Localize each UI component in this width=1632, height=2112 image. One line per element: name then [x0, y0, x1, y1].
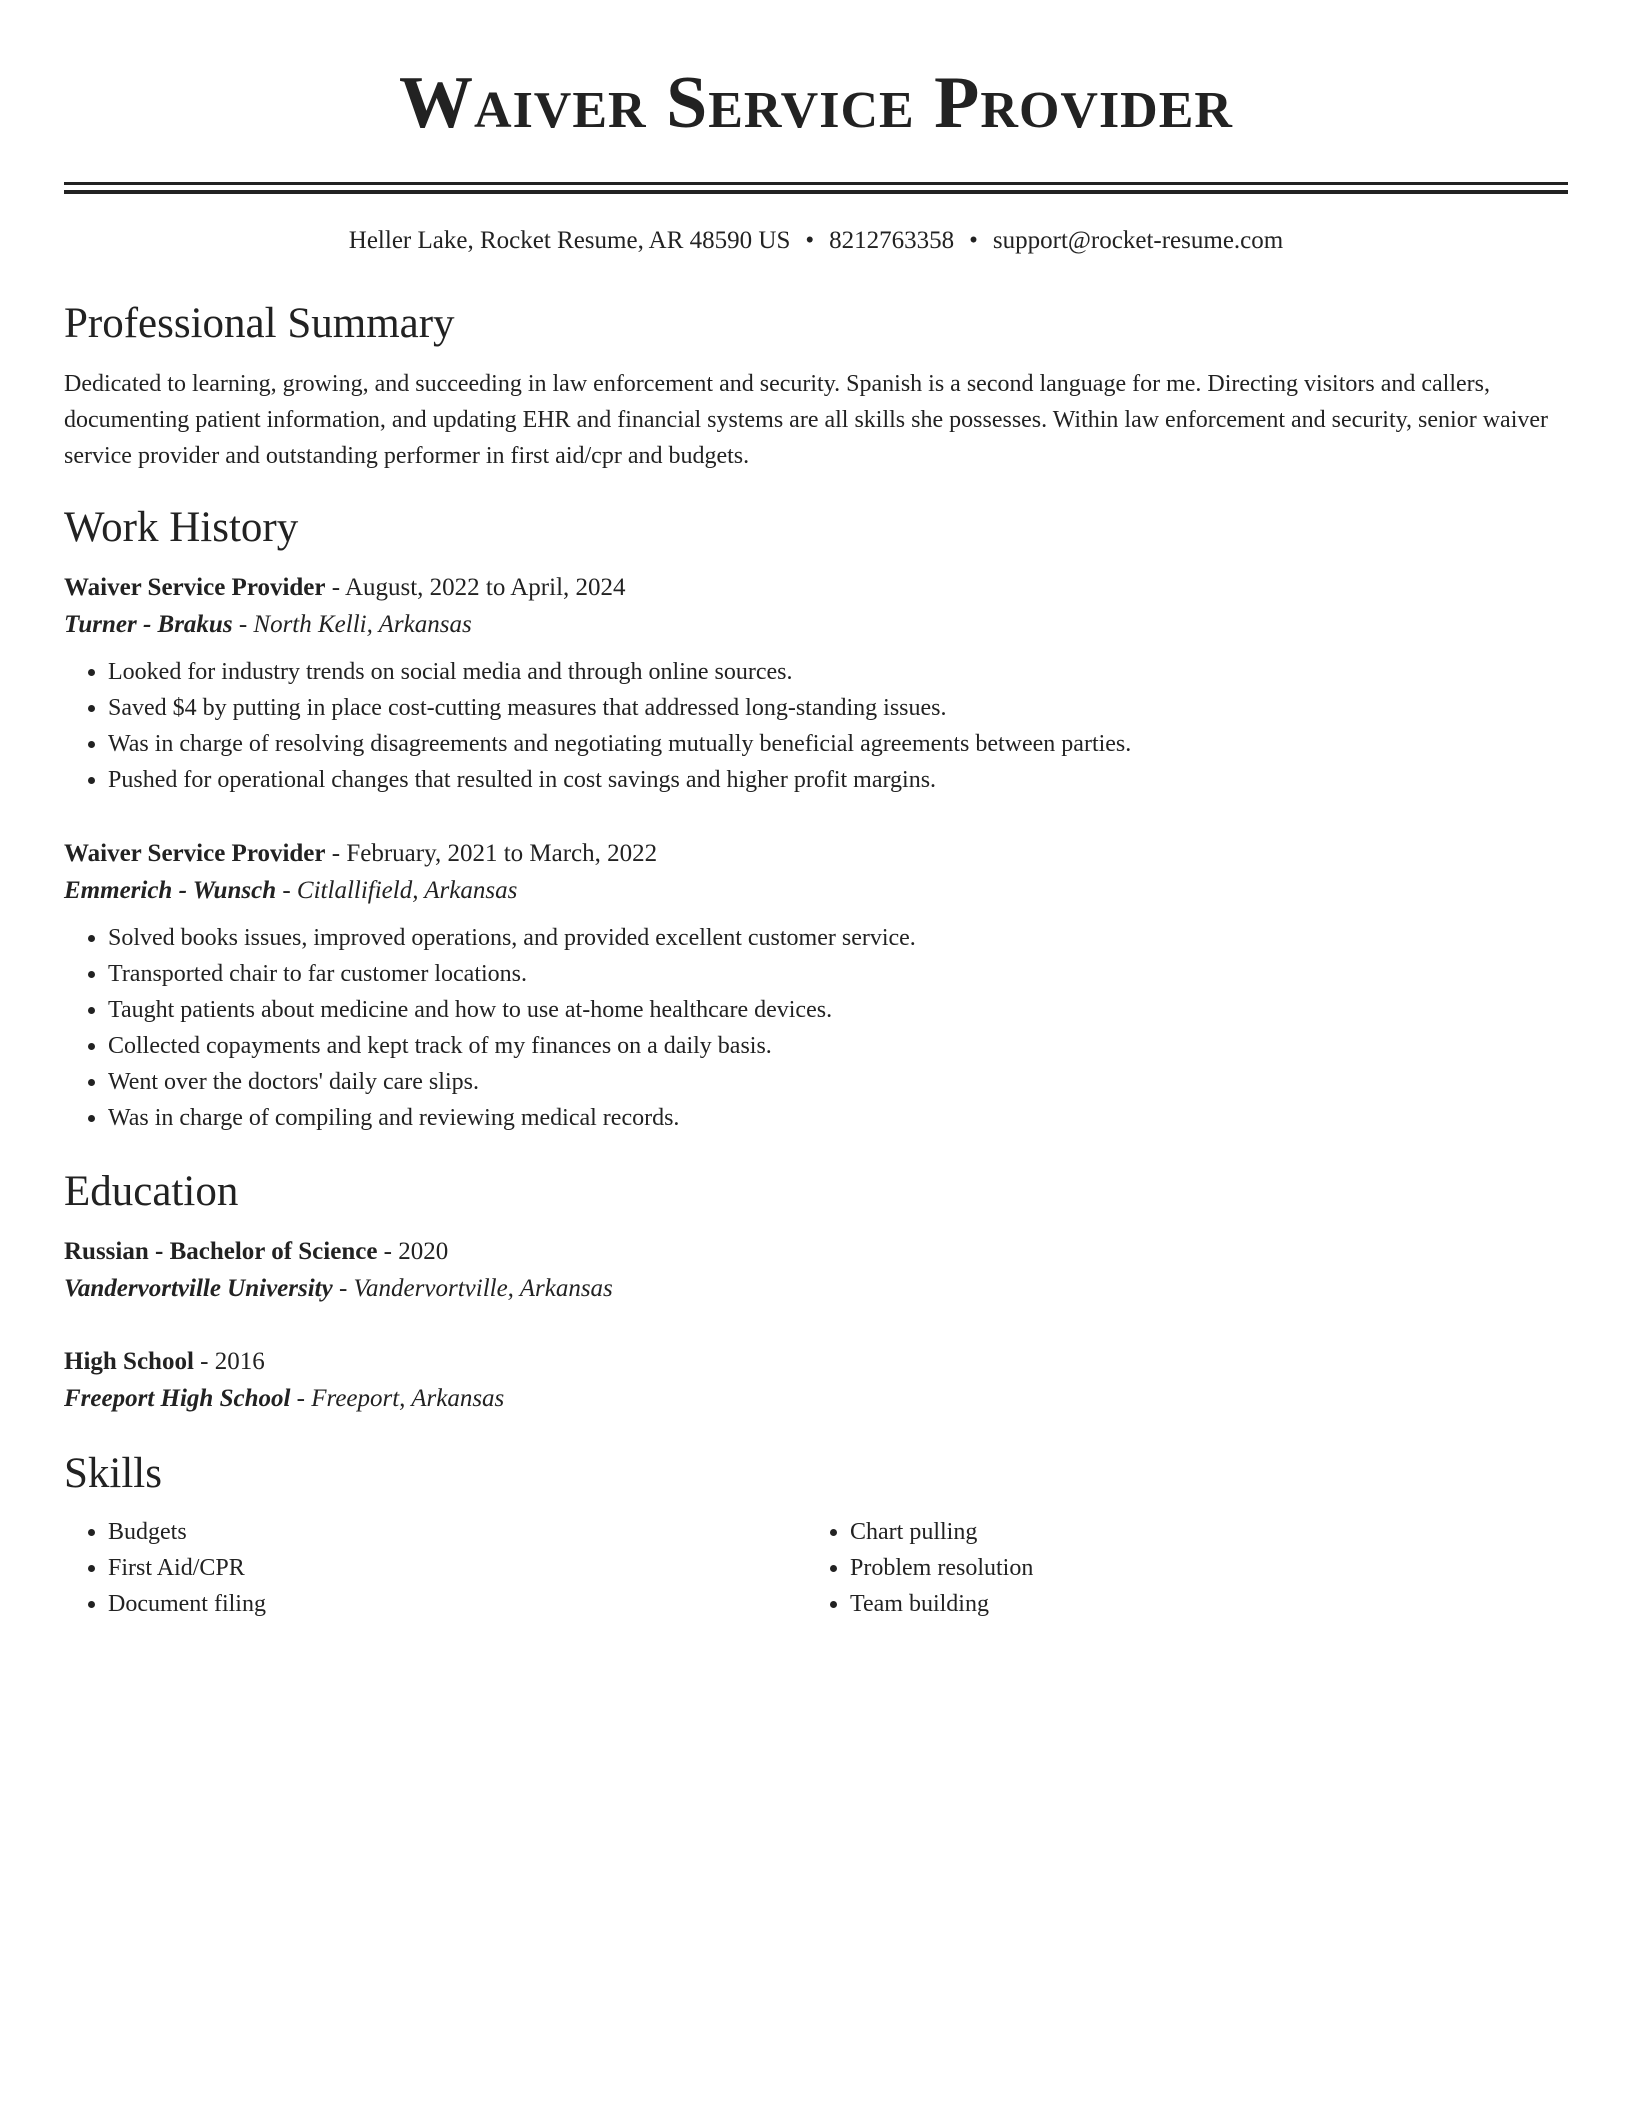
- summary-text: Dedicated to learning, growing, and succeeding in law enforcement and security. Spanish is a second language for me. Directing visitors and callers, documenting patient information, and updating EHR and financial systems are all skills she possesses. Within law enforcement and security, senior waiver service provider and outstanding performer in first aid/cpr and budgets.: [64, 371, 1549, 469]
- contact-address: Heller Lake, Rocket Resume, AR 48590 US: [348, 227, 791, 254]
- contact-line: [64, 224, 1568, 258]
- skill-item: • Team building: [850, 1586, 1548, 1622]
- skill-item: • Chart pulling: [850, 1514, 1548, 1550]
- job-bullets: [64, 654, 1568, 798]
- education-year: - 2016: [193, 1348, 265, 1375]
- contact-separator: •: [969, 227, 978, 254]
- skill-item: • Problem resolution: [850, 1550, 1548, 1586]
- header-divider-bottom: [64, 190, 1568, 194]
- education-degree-line: [64, 1344, 1568, 1380]
- education-degree: High School: [64, 1348, 194, 1375]
- job-company: Turner - Brakus: [64, 611, 233, 638]
- section-heading-skills: Skills: [64, 1450, 162, 1497]
- section-heading-education: Education: [64, 1168, 239, 1215]
- skill-item: • First Aid/CPR: [108, 1550, 806, 1586]
- job-dates: - February, 2021 to March, 2022: [325, 840, 658, 867]
- job-dates: - August, 2022 to April, 2024: [325, 574, 626, 601]
- professional-summary-section: [64, 296, 1568, 474]
- job-bullet: • Looked for industry trends on social media and through online sources.: [108, 654, 1568, 690]
- education-school-line: [64, 1380, 1568, 1418]
- section-heading-work: Work History: [64, 504, 299, 551]
- job-title: Waiver Service Provider: [64, 840, 326, 867]
- job-bullet: • Was in charge of resolving disagreements and negotiating mutually beneficial agreements between parties.: [108, 726, 1568, 762]
- resume-name: Waiver Service Provider: [399, 62, 1233, 144]
- job-bullet: • Was in charge of compiling and reviewing medical records.: [108, 1100, 1568, 1136]
- job-location: - North Kelli, Arkansas: [232, 611, 472, 638]
- education-school: Vandervortville University: [64, 1275, 333, 1302]
- education-school-line: [64, 1270, 1568, 1308]
- work-history-section: [64, 500, 1568, 1136]
- job-entry: [64, 836, 1568, 1136]
- job-title-line: [64, 836, 1568, 872]
- education-section: [64, 1164, 1568, 1418]
- skills-list: [806, 1514, 1548, 1622]
- contact-phone: 8212763358: [829, 227, 955, 254]
- section-heading-summary: Professional Summary: [64, 300, 455, 347]
- header-divider-top: [64, 182, 1568, 185]
- job-bullet: • Went over the doctors' daily care slips.: [108, 1064, 1568, 1100]
- job-location: - Citlallifield, Arkansas: [276, 877, 518, 904]
- education-entry: [64, 1344, 1568, 1418]
- skill-item: • Budgets: [108, 1514, 806, 1550]
- job-bullet: • Solved books issues, improved operations, and provided excellent customer service.: [108, 920, 1568, 956]
- job-bullet: • Taught patients about medicine and how to use at-home healthcare devices.: [108, 992, 1568, 1028]
- job-company-line: [64, 606, 1568, 644]
- skills-column-right: [806, 1514, 1548, 1622]
- skills-section: [64, 1446, 1568, 1622]
- education-degree-line: [64, 1234, 1568, 1270]
- job-company: Emmerich - Wunsch: [64, 877, 277, 904]
- skill-item: • Document filing: [108, 1586, 806, 1622]
- contact-separator: •: [805, 227, 815, 254]
- job-bullets: [64, 920, 1568, 1136]
- job-bullet: • Collected copayments and kept track of my finances on a daily basis.: [108, 1028, 1568, 1064]
- education-year: - 2020: [377, 1238, 449, 1265]
- job-company-line: [64, 872, 1568, 910]
- job-title-line: [64, 570, 1568, 606]
- job-entry: [64, 570, 1568, 798]
- education-entry: [64, 1234, 1568, 1308]
- education-location: - Vandervortville, Arkansas: [332, 1275, 613, 1302]
- education-location: - Freeport, Arkansas: [290, 1385, 505, 1412]
- job-bullet: • Saved $4 by putting in place cost-cutting measures that addressed long-standing issues.: [108, 690, 1568, 726]
- job-bullet: • Pushed for operational changes that resulted in cost savings and higher profit margins.: [108, 762, 1568, 798]
- skills-list: [64, 1514, 806, 1622]
- contact-email: support@rocket-resume.com: [992, 227, 1284, 254]
- education-degree: Russian - Bachelor of Science: [64, 1238, 378, 1265]
- education-school: Freeport High School: [64, 1385, 291, 1412]
- skills-column-left: [64, 1514, 806, 1622]
- skills-grid: [64, 1514, 1568, 1622]
- job-bullet: • Transported chair to far customer locations.: [108, 956, 1568, 992]
- job-title: Waiver Service Provider: [64, 574, 326, 601]
